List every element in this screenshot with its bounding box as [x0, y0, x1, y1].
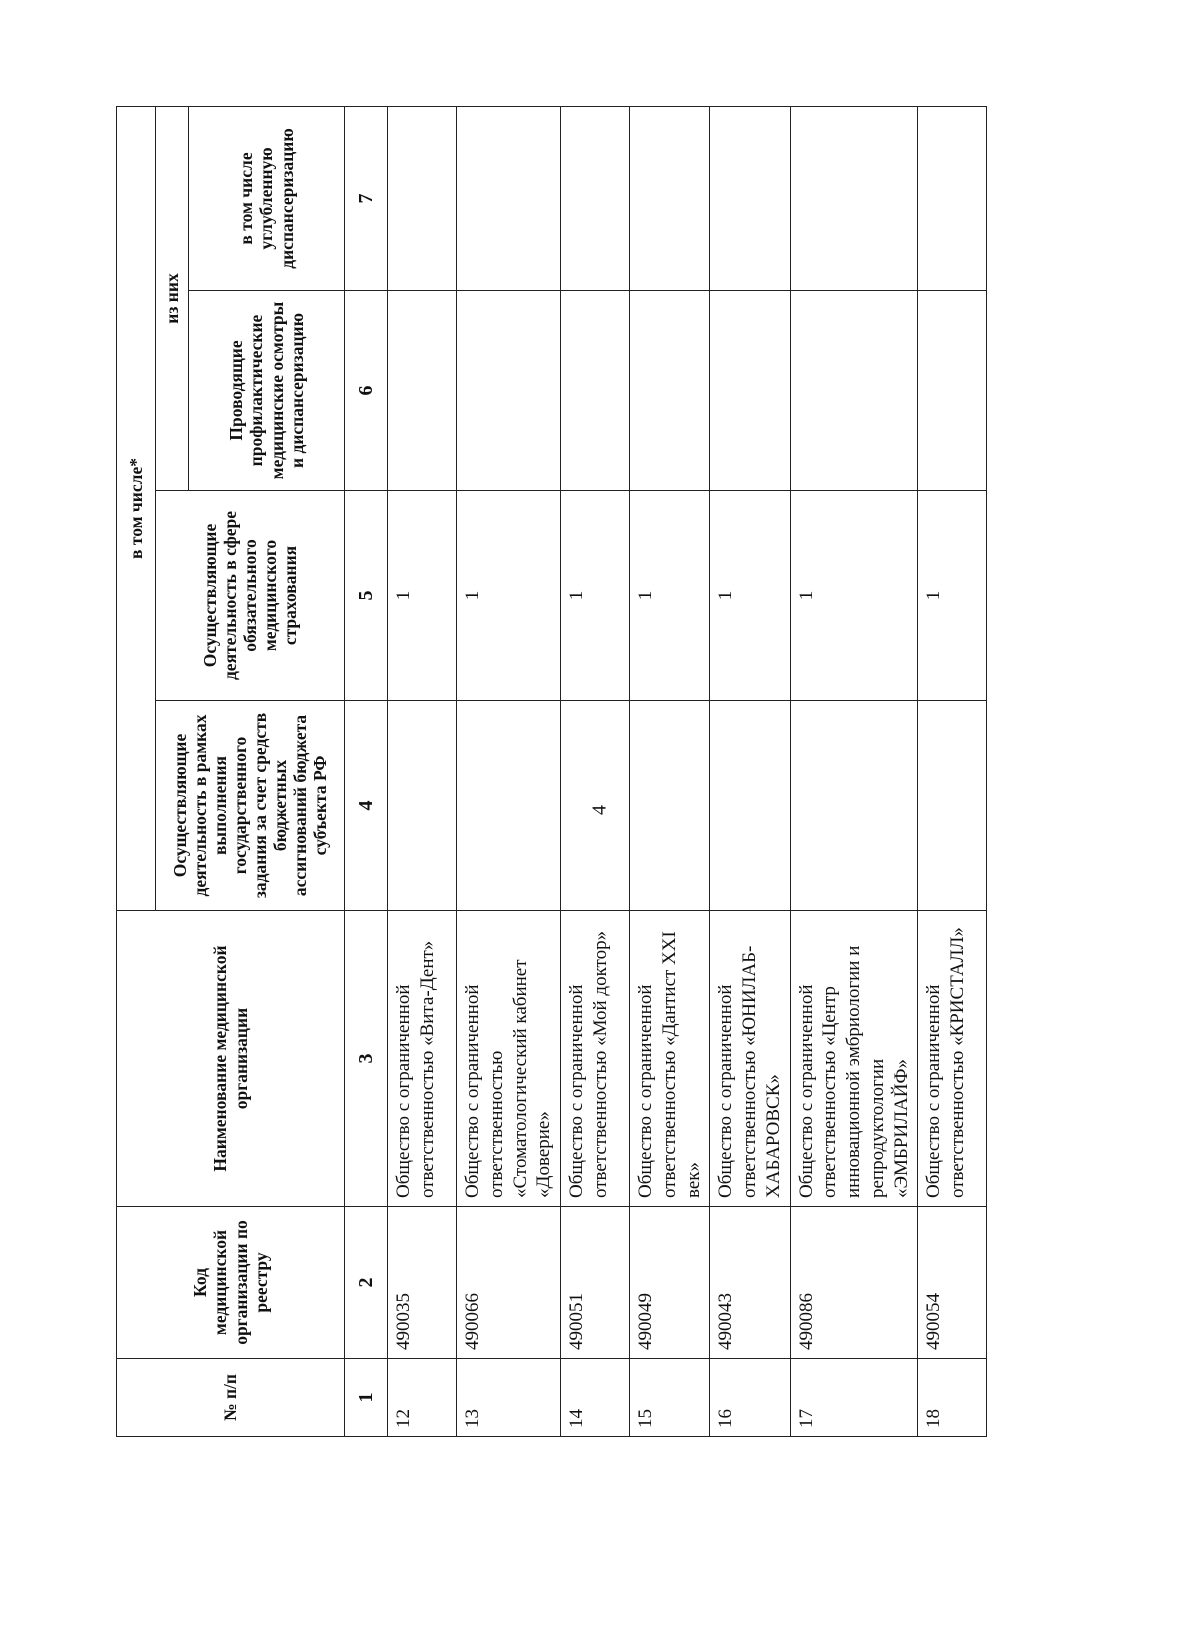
row-prof — [630, 291, 710, 491]
table-row — [457, 106, 561, 1436]
row-prof — [710, 291, 790, 491]
row-name: Общество с ограниченной ответственностью «Дантист XXI век» — [630, 911, 710, 1207]
row-name: Общество с ограниченной ответственностью «ЮНИЛАБ-ХАБАРОВСК» — [710, 911, 790, 1207]
header-prof: Проводящие профилактические медицинские осмотры и диспансеризацию — [189, 291, 345, 491]
table-wrapper — [116, 107, 981, 1437]
column-number: 5 — [345, 491, 388, 701]
row-oms: 1 — [918, 491, 987, 701]
row-num: 16 — [710, 1359, 790, 1437]
rotated-table-container — [116, 107, 981, 1437]
row-name: Общество с ограниченной ответственностью «КРИСТАЛЛ» — [918, 911, 987, 1207]
row-budget — [790, 701, 918, 911]
header-name: Наименование медицинской организации — [117, 911, 345, 1207]
row-budget — [388, 701, 457, 911]
row-prof — [790, 291, 918, 491]
column-number: 2 — [345, 1207, 388, 1359]
row-name: Общество с ограниченной ответственностью «Центр инновационной эмбриологии и репродуктологии «ЭМБРИЛАЙФ» — [790, 911, 918, 1207]
row-prof — [918, 291, 987, 491]
row-oms: 1 — [710, 491, 790, 701]
table-row — [561, 106, 630, 1436]
row-deep — [918, 106, 987, 290]
row-deep — [561, 106, 630, 290]
row-oms: 1 — [457, 491, 561, 701]
header-oms: Осуществляющие деятельность в сфере обязательного медицинского страхования — [156, 491, 345, 701]
row-code: 490054 — [918, 1207, 987, 1359]
row-num: 15 — [630, 1359, 710, 1437]
row-oms: 1 — [561, 491, 630, 701]
row-budget — [918, 701, 987, 911]
column-number: 3 — [345, 911, 388, 1207]
header-of-them: из них — [156, 106, 189, 490]
row-prof — [388, 291, 457, 491]
row-num: 13 — [457, 1359, 561, 1437]
column-numbers-row — [345, 106, 388, 1436]
row-code: 490049 — [630, 1207, 710, 1359]
row-oms: 1 — [630, 491, 710, 701]
column-number: 1 — [345, 1359, 388, 1437]
header-row-1 — [117, 106, 156, 1436]
row-deep — [630, 106, 710, 290]
row-num: 14 — [561, 1359, 630, 1437]
row-name: Общество с ограниченной ответственностью «Вита-Дент» — [388, 911, 457, 1207]
row-deep — [710, 106, 790, 290]
table-row — [388, 106, 457, 1436]
row-prof — [561, 291, 630, 491]
column-number: 4 — [345, 701, 388, 911]
row-code: 490051 — [561, 1207, 630, 1359]
header-code: Код медицинской организации по реестру — [117, 1207, 345, 1359]
row-num: 18 — [918, 1359, 987, 1437]
table-row — [630, 106, 710, 1436]
row-code: 490035 — [388, 1207, 457, 1359]
table-row — [710, 106, 790, 1436]
page-number: 4 — [588, 805, 611, 815]
row-prof — [457, 291, 561, 491]
row-budget — [710, 701, 790, 911]
header-deep: в том числе углубленную диспансеризацию — [189, 106, 345, 290]
row-name: Общество с ограниченной ответственностью «Стоматологический кабинет «Доверие» — [457, 911, 561, 1207]
row-budget — [561, 701, 630, 911]
row-budget — [457, 701, 561, 911]
row-oms: 1 — [388, 491, 457, 701]
row-oms: 1 — [790, 491, 918, 701]
table-row — [918, 106, 987, 1436]
row-code: 490086 — [790, 1207, 918, 1359]
table-row — [790, 106, 918, 1436]
row-budget — [630, 701, 710, 911]
header-num: № п/п — [117, 1359, 345, 1437]
row-deep — [457, 106, 561, 290]
header-including: в том числе* — [117, 106, 156, 910]
row-deep — [388, 106, 457, 290]
row-code: 490066 — [457, 1207, 561, 1359]
header-budget: Осуществляющие деятельность в рамках выполнения государственного задания за счет средств бюджетных ассигнований бюджета субъекта РФ — [156, 701, 345, 911]
column-number: 7 — [345, 106, 388, 290]
medical-organizations-table — [116, 106, 987, 1437]
row-name: Общество с ограниченной ответственностью «Мой доктор» — [561, 911, 630, 1207]
row-num: 12 — [388, 1359, 457, 1437]
row-num: 17 — [790, 1359, 918, 1437]
column-number: 6 — [345, 291, 388, 491]
row-deep — [790, 106, 918, 290]
row-code: 490043 — [710, 1207, 790, 1359]
